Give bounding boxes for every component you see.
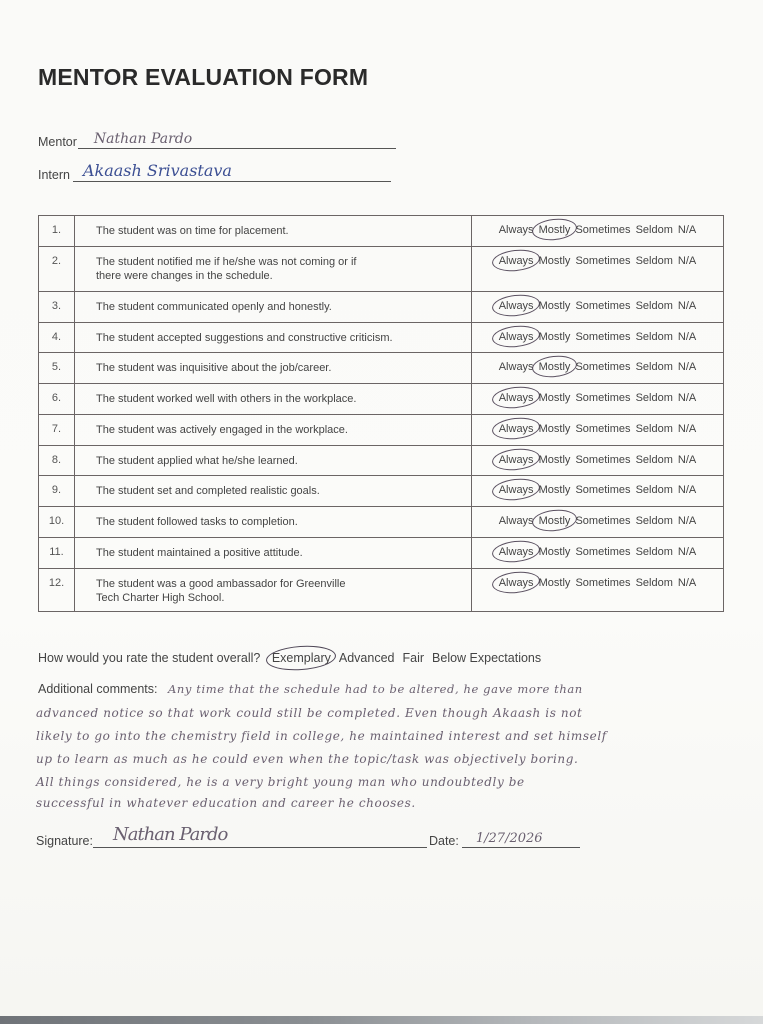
- rating-option-sometimes[interactable]: Sometimes: [575, 484, 631, 496]
- rating-option-sometimes[interactable]: Sometimes: [575, 392, 631, 404]
- date-handwritten: 1/27/2026: [475, 831, 543, 846]
- rating-option-always[interactable]: Always: [498, 423, 534, 435]
- rating-option-mostly[interactable]: Mostly: [538, 331, 571, 343]
- rating-options: [472, 216, 724, 247]
- rating-option-mostly[interactable]: Mostly: [538, 577, 571, 589]
- comment-line: successful in whatever education and career he chooses.: [36, 796, 416, 810]
- rating-options: [472, 292, 724, 323]
- rating-option-mostly[interactable]: Mostly: [538, 224, 571, 236]
- rating-options: [472, 569, 724, 612]
- mentor-name-handwritten: Nathan Pardo: [93, 131, 193, 147]
- item-number: 4.: [39, 323, 75, 353]
- rating-option-mostly[interactable]: Mostly: [538, 515, 571, 527]
- rating-option-seldom[interactable]: Seldom: [635, 331, 673, 343]
- rating-options: [472, 446, 724, 476]
- mentor-label: Mentor: [38, 135, 77, 149]
- rating-option-na[interactable]: N/A: [677, 515, 697, 527]
- rating-option-seldom[interactable]: Seldom: [635, 454, 673, 466]
- rating-option-seldom[interactable]: Seldom: [635, 255, 673, 267]
- signature-label: Signature:: [36, 834, 93, 848]
- table-row: [39, 476, 724, 507]
- item-number: 7.: [39, 415, 75, 446]
- item-statement: The student was inquisitive about the job/career.: [75, 353, 472, 384]
- table-row: [39, 538, 724, 569]
- table-row: [39, 292, 724, 323]
- intern-label: Intern: [38, 168, 70, 182]
- rating-option-sometimes[interactable]: Sometimes: [575, 361, 631, 373]
- mentor-input[interactable]: [78, 131, 396, 149]
- rating-option-sometimes[interactable]: Sometimes: [575, 423, 631, 435]
- rating-options: [472, 384, 724, 415]
- date-label: Date:: [428, 834, 459, 848]
- rating-option-always[interactable]: Always: [498, 255, 534, 267]
- rating-option-sometimes[interactable]: Sometimes: [575, 454, 631, 466]
- rating-option-na[interactable]: N/A: [677, 484, 697, 496]
- rating-option-na[interactable]: N/A: [677, 392, 697, 404]
- mentor-field: [38, 131, 396, 149]
- item-number: 9.: [39, 476, 75, 507]
- item-statement: The student accepted suggestions and constructive criticism.: [75, 323, 472, 353]
- rating-option-na[interactable]: N/A: [677, 423, 697, 435]
- scan-edge: [0, 1016, 763, 1024]
- comment-line: likely to go into the chemistry field in college, he maintained interest and set himself: [36, 729, 607, 743]
- item-number: 2.: [39, 247, 75, 292]
- overall-option-exemplary[interactable]: Exemplary: [271, 651, 331, 665]
- comment-line: Any time that the schedule had to be altered, he gave more than: [168, 682, 583, 696]
- comment-line: advanced notice so that work could still be completed. Even though Akaash is not: [36, 706, 583, 720]
- rating-option-na[interactable]: N/A: [677, 546, 697, 558]
- rating-option-seldom[interactable]: Seldom: [635, 423, 673, 435]
- rating-option-na[interactable]: N/A: [677, 577, 697, 589]
- rating-option-na[interactable]: N/A: [677, 300, 697, 312]
- form-title: MENTOR EVALUATION FORM: [38, 64, 369, 90]
- overall-rating: [38, 651, 541, 665]
- item-statement: The student notified me if he/she was not coming or if there were changes in the schedule.: [75, 247, 472, 292]
- date-input[interactable]: [462, 828, 580, 848]
- rating-option-mostly[interactable]: Mostly: [538, 300, 571, 312]
- table-row: [39, 415, 724, 446]
- item-number: 8.: [39, 446, 75, 476]
- rating-option-always[interactable]: Always: [498, 224, 534, 236]
- rating-option-mostly[interactable]: Mostly: [538, 546, 571, 558]
- item-number: 11.: [39, 538, 75, 569]
- signature-row: [36, 824, 580, 848]
- rating-option-sometimes[interactable]: Sometimes: [575, 577, 631, 589]
- item-statement: The student followed tasks to completion.: [75, 507, 472, 538]
- rating-option-na[interactable]: N/A: [677, 224, 697, 236]
- rating-option-sometimes[interactable]: Sometimes: [575, 255, 631, 267]
- item-statement: The student was actively engaged in the workplace.: [75, 415, 472, 446]
- rating-options: [472, 415, 724, 446]
- rating-option-seldom[interactable]: Seldom: [635, 361, 673, 373]
- item-statement: The student maintained a positive attitude.: [75, 538, 472, 569]
- rating-option-always[interactable]: Always: [498, 484, 534, 496]
- rating-option-mostly[interactable]: Mostly: [538, 255, 571, 267]
- rating-option-sometimes[interactable]: Sometimes: [575, 515, 631, 527]
- comments-label: Additional comments:: [38, 682, 158, 696]
- rating-options: [472, 476, 724, 507]
- rating-option-na[interactable]: N/A: [677, 255, 697, 267]
- rating-option-sometimes[interactable]: Sometimes: [575, 546, 631, 558]
- table-row: [39, 507, 724, 538]
- comment-line: All things considered, he is a very bright young man who undoubtedly be: [36, 775, 525, 789]
- rating-option-mostly[interactable]: Mostly: [538, 454, 571, 466]
- table-row: [39, 353, 724, 384]
- rating-option-na[interactable]: N/A: [677, 361, 697, 373]
- item-number: 10.: [39, 507, 75, 538]
- item-statement: The student set and completed realistic goals.: [75, 476, 472, 507]
- table-row: [39, 216, 724, 247]
- rating-option-sometimes[interactable]: Sometimes: [575, 331, 631, 343]
- signature-handwritten: Nathan Pardo: [112, 824, 228, 845]
- rating-option-always[interactable]: Always: [498, 300, 534, 312]
- item-statement: The student communicated openly and honestly.: [75, 292, 472, 323]
- rating-option-always[interactable]: Always: [498, 546, 534, 558]
- table-row: [39, 323, 724, 353]
- rating-option-mostly[interactable]: Mostly: [538, 361, 571, 373]
- item-statement: The student was a good ambassador for Greenville Tech Charter High School.: [75, 569, 472, 612]
- rating-option-always[interactable]: Always: [498, 361, 534, 373]
- comment-line: up to learn as much as he could even when the topic/task was objectively boring.: [36, 752, 579, 766]
- overall-question: How would you rate the student overall?: [38, 651, 261, 665]
- evaluation-table: [38, 215, 724, 612]
- rating-option-seldom[interactable]: Seldom: [635, 577, 673, 589]
- rating-options: [472, 247, 724, 292]
- rating-options: [472, 538, 724, 569]
- rating-option-na[interactable]: N/A: [677, 331, 697, 343]
- rating-option-always[interactable]: Always: [498, 515, 534, 527]
- rating-option-always[interactable]: Always: [498, 331, 534, 343]
- item-number: 1.: [39, 216, 75, 247]
- item-number: 3.: [39, 292, 75, 323]
- rating-option-seldom[interactable]: Seldom: [635, 484, 673, 496]
- table-row: [39, 247, 724, 292]
- table-row: [39, 384, 724, 415]
- item-statement: The student was on time for placement.: [75, 216, 472, 247]
- intern-name-handwritten: Akaash Srivastava: [82, 161, 232, 180]
- item-number: 12.: [39, 569, 75, 612]
- rating-option-seldom[interactable]: Seldom: [635, 224, 673, 236]
- rating-option-always[interactable]: Always: [498, 454, 534, 466]
- rating-option-seldom[interactable]: Seldom: [635, 546, 673, 558]
- item-number: 6.: [39, 384, 75, 415]
- intern-input[interactable]: [73, 161, 391, 182]
- rating-option-mostly[interactable]: Mostly: [538, 423, 571, 435]
- rating-option-sometimes[interactable]: Sometimes: [575, 300, 631, 312]
- overall-option-advanced[interactable]: Advanced: [338, 651, 395, 665]
- rating-option-seldom[interactable]: Seldom: [635, 515, 673, 527]
- rating-option-seldom[interactable]: Seldom: [635, 300, 673, 312]
- rating-option-mostly[interactable]: Mostly: [538, 484, 571, 496]
- overall-option-below-expectations[interactable]: Below Expectations: [432, 651, 542, 665]
- rating-option-mostly[interactable]: Mostly: [538, 392, 571, 404]
- table-row: [39, 569, 724, 612]
- intern-field: [38, 161, 391, 182]
- table-row: [39, 446, 724, 476]
- overall-option-fair[interactable]: Fair: [402, 651, 425, 665]
- item-number: 5.: [39, 353, 75, 384]
- rating-option-always[interactable]: Always: [498, 577, 534, 589]
- rating-options: [472, 353, 724, 384]
- item-statement: The student applied what he/she learned.: [75, 446, 472, 476]
- signature-input[interactable]: [93, 824, 427, 848]
- rating-option-sometimes[interactable]: Sometimes: [575, 224, 631, 236]
- rating-option-always[interactable]: Always: [498, 392, 534, 404]
- item-statement: The student worked well with others in the workplace.: [75, 384, 472, 415]
- rating-option-seldom[interactable]: Seldom: [635, 392, 673, 404]
- rating-options: [472, 507, 724, 538]
- rating-options: [472, 323, 724, 353]
- rating-option-na[interactable]: N/A: [677, 454, 697, 466]
